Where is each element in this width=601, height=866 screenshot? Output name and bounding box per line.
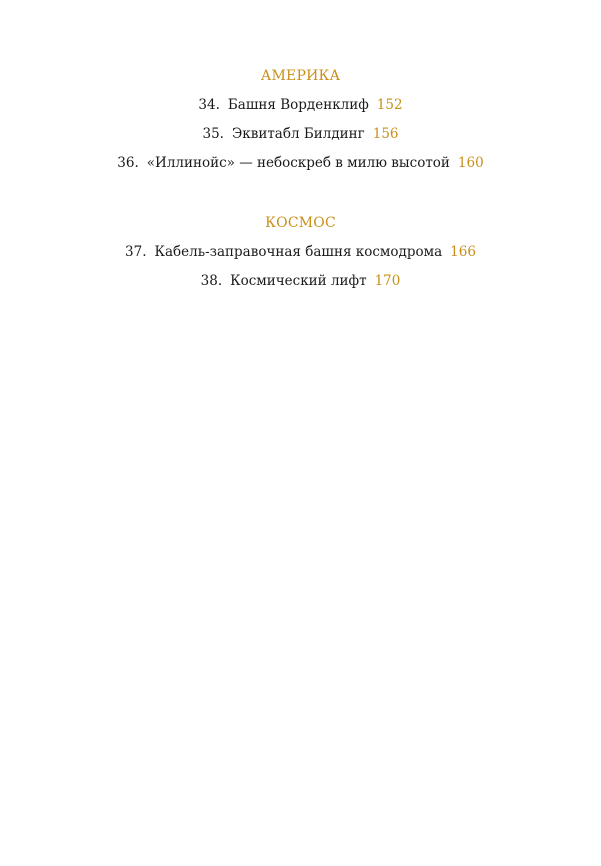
section-title-america: АМЕРИКА xyxy=(260,68,341,84)
entry-number: 36. xyxy=(117,155,139,171)
entry-number: 35. xyxy=(202,126,224,142)
entry-number: 37. xyxy=(125,244,147,260)
entry-page-number: 166 xyxy=(450,244,476,260)
section-title-space: КОСМОС xyxy=(265,215,336,231)
entry-page-number: 160 xyxy=(457,155,484,171)
toc-entry[interactable] xyxy=(0,155,601,171)
entry-number: 34. xyxy=(198,97,220,113)
toc-entry[interactable] xyxy=(0,273,601,289)
entry-page-number: 152 xyxy=(376,97,403,113)
entry-title: Башня Ворденклиф xyxy=(227,97,369,113)
entry-title: «Иллинойс» — небоскреб в милю высотой xyxy=(146,155,450,171)
entry-title: Эквитабл Билдинг xyxy=(231,126,365,142)
entry-title: Космический лифт xyxy=(230,273,367,289)
toc-entry[interactable] xyxy=(0,126,601,142)
entry-title: Кабель-заправочная башня космодрома xyxy=(154,244,443,260)
entry-page-number: 156 xyxy=(372,126,399,142)
toc-entry[interactable] xyxy=(0,97,601,113)
entry-page-number: 170 xyxy=(374,273,401,289)
toc-entry[interactable] xyxy=(0,244,601,260)
entry-number: 38. xyxy=(200,273,223,289)
